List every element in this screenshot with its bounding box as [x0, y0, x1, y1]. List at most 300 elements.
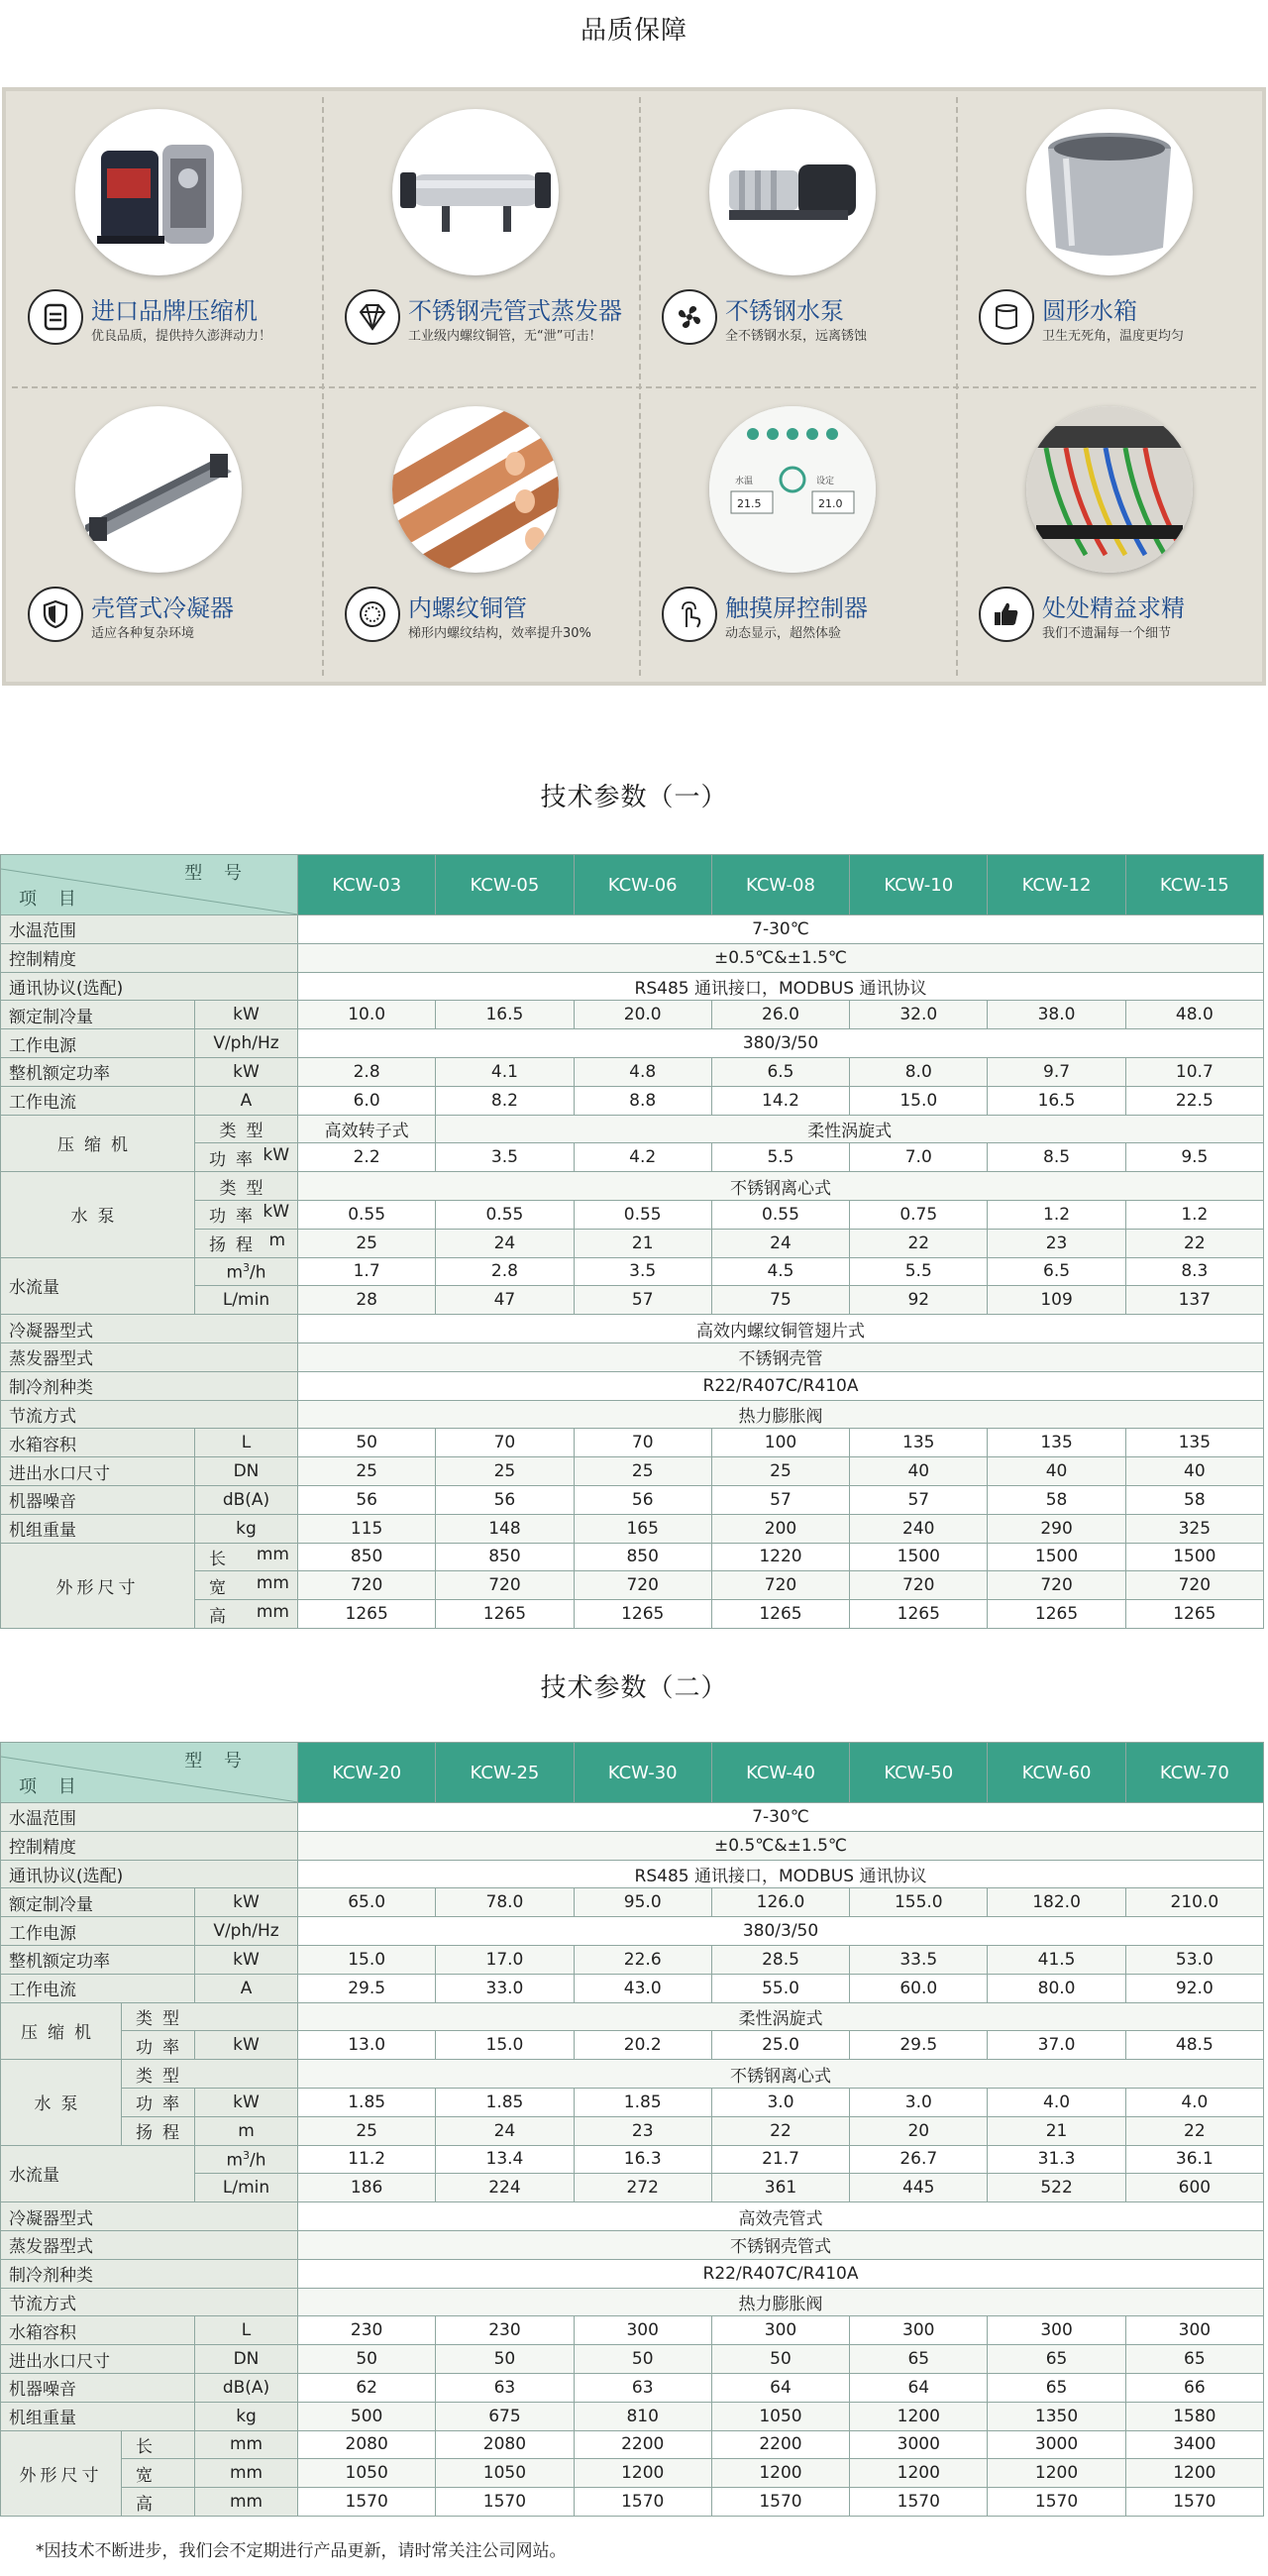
table-cell: 62 — [298, 2373, 436, 2402]
row-width — [1, 2459, 1264, 2488]
table-cell: 290 — [988, 1514, 1125, 1543]
row-weight — [1, 2402, 1264, 2430]
sub-label-text: 功率 — [209, 1207, 263, 1228]
quality-item-desc: 优良品质，提供持久澎湃动力！ — [91, 329, 272, 344]
row-label: 进出水口尺寸 — [1, 1457, 195, 1486]
model-header: KCW-20 — [298, 1743, 436, 1803]
row-unit: mm — [195, 2430, 298, 2459]
model-header: KCW-15 — [1125, 855, 1263, 915]
spec-table-2-heading: 技术参数（二） — [540, 1673, 728, 1703]
table-cell: 1265 — [988, 1600, 1125, 1629]
row-unit: DN — [195, 2345, 298, 2374]
table-cell: 5.5 — [711, 1143, 849, 1172]
table-cell: 8.0 — [850, 1057, 988, 1086]
quality-item-tank — [957, 91, 1268, 386]
table-cell: 40 — [1125, 1457, 1263, 1486]
sub-label: 类型 — [195, 1172, 298, 1201]
row-pipe-size — [1, 1457, 1264, 1486]
table-cell: 1200 — [850, 2459, 988, 2488]
table-cell: 36.1 — [1125, 2145, 1263, 2174]
row-value: 380/3/50 — [298, 1917, 1264, 1946]
row-comm-protocol — [1, 1860, 1264, 1888]
row-label: 通讯协议(选配) — [1, 1860, 298, 1888]
group-label: 外形尺寸 — [1, 1543, 195, 1628]
quality-heading: 品质保障 — [580, 16, 687, 46]
table-cell: 高效转子式 — [298, 1115, 436, 1143]
row-refrigerant — [1, 2259, 1264, 2288]
table-cell: 1.2 — [1125, 1200, 1263, 1229]
table-cell: 41.5 — [988, 1945, 1125, 1974]
unit-text: /h — [250, 1262, 266, 1283]
quality-item-desc: 工业级内螺纹铜管，无“泄”可击！ — [408, 329, 602, 344]
table-cell: 2080 — [436, 2430, 574, 2459]
diamond-icon — [345, 289, 400, 345]
table-cell: 10.0 — [298, 1001, 436, 1029]
table-cell: 58 — [1125, 1485, 1263, 1514]
row-label: 蒸发器型式 — [1, 1342, 298, 1371]
row-current — [1, 1974, 1264, 2002]
row-unit: A — [195, 1086, 298, 1115]
quality-item-title: 内螺纹铜管 — [408, 594, 527, 622]
row-flow-m3h — [1, 2145, 1264, 2174]
table-cell: 60.0 — [850, 1974, 988, 2002]
table-cell: 57 — [574, 1286, 711, 1315]
row-value: 柔性涡旋式 — [298, 2002, 1264, 2031]
table-cell: 4.5 — [711, 1257, 849, 1286]
table-cell: 6.5 — [988, 1257, 1125, 1286]
row-label: 整机额定功率 — [1, 1945, 195, 1974]
row-value: 不锈钢离心式 — [298, 1172, 1264, 1201]
table-cell: 1050 — [711, 2402, 849, 2430]
table-cell: 3000 — [988, 2430, 1125, 2459]
model-header: KCW-50 — [850, 1743, 988, 1803]
table-cell: 2080 — [298, 2430, 436, 2459]
row-evaporator — [1, 1342, 1264, 1371]
row-label: 机器噪音 — [1, 2373, 195, 2402]
table-cell: 850 — [574, 1543, 711, 1571]
table-cell: 1570 — [850, 2488, 988, 2517]
row-control-precision — [1, 1831, 1264, 1860]
row-value: 高效内螺纹铜管翅片式 — [298, 1315, 1264, 1343]
table-cell: 1.2 — [988, 1200, 1125, 1229]
row-compressor-power — [1, 2031, 1264, 2060]
row-noise — [1, 2373, 1264, 2402]
table-cell: 57 — [850, 1485, 988, 1514]
row-cooling-capacity — [1, 1001, 1264, 1029]
table-cell: 155.0 — [850, 1888, 988, 1917]
group-label: 水泵 — [1, 2060, 122, 2145]
table-cell: 50 — [711, 2345, 849, 2374]
table-cell: 22 — [711, 2116, 849, 2145]
sub-label: 功率 — [122, 2031, 195, 2060]
corner-model-label: 型 号 — [184, 1751, 251, 1771]
table-cell: 25 — [436, 1457, 574, 1486]
table-cell: 0.55 — [298, 1200, 436, 1229]
row-weight — [1, 1514, 1264, 1543]
table-cell: 3.0 — [711, 2088, 849, 2116]
row-unit: m — [195, 2116, 298, 2145]
quality-item-evaporator — [323, 91, 638, 386]
row-unit — [195, 1257, 298, 1286]
controller-right-value: 21.0 — [818, 497, 843, 510]
table-cell: 7.0 — [850, 1143, 988, 1172]
table-cell: 137 — [1125, 1286, 1263, 1315]
table-cell: 9.5 — [1125, 1143, 1263, 1172]
quality-item-desc: 动态显示，超然体验 — [725, 626, 842, 641]
table-cell: 5.5 — [850, 1257, 988, 1286]
table-cell: 64 — [711, 2373, 849, 2402]
tank-photo — [1026, 109, 1193, 275]
row-unit: L — [195, 1429, 298, 1457]
sub-label — [195, 1543, 298, 1571]
row-label: 工作电流 — [1, 1086, 195, 1115]
table-cell: 148 — [436, 1514, 574, 1543]
table-cell: 92.0 — [1125, 1974, 1263, 2002]
row-unit: m — [268, 1231, 285, 1251]
row-label: 控制精度 — [1, 1831, 298, 1860]
table-cell: 48.5 — [1125, 2031, 1263, 2060]
table-cell: 720 — [988, 1571, 1125, 1600]
row-label: 额定制冷量 — [1, 1888, 195, 1917]
row-value: 不锈钢离心式 — [298, 2060, 1264, 2089]
table-cell: 182.0 — [988, 1888, 1125, 1917]
table-cell: 1570 — [1125, 2488, 1263, 2517]
table-cell: 70 — [574, 1429, 711, 1457]
tank-icon — [979, 289, 1034, 345]
unit-text: m — [226, 2150, 244, 2171]
table-cell: 200 — [711, 1514, 849, 1543]
table-cell: 65 — [988, 2345, 1125, 2374]
table-cell: 48.0 — [1125, 1001, 1263, 1029]
table-cell: 28.5 — [711, 1945, 849, 1974]
table-cell: 24 — [436, 2116, 574, 2145]
table-cell: 1570 — [298, 2488, 436, 2517]
row-condenser — [1, 2202, 1264, 2231]
table-cell: 240 — [850, 1514, 988, 1543]
table-cell: 22 — [850, 1229, 988, 1257]
table-cell: 230 — [298, 2316, 436, 2345]
table-cell: 1.85 — [436, 2088, 574, 2116]
row-value: RS485 通讯接口，MODBUS 通讯协议 — [298, 972, 1264, 1001]
table-cell: 0.75 — [850, 1200, 988, 1229]
table-cell: 0.55 — [711, 1200, 849, 1229]
table-cell: 1050 — [298, 2459, 436, 2488]
table-cell: 17.0 — [436, 1945, 574, 1974]
table-cell: 1050 — [436, 2459, 574, 2488]
quality-panel — [2, 87, 1266, 686]
table-cell: 56 — [298, 1485, 436, 1514]
table-cell: 2200 — [574, 2430, 711, 2459]
row-unit: DN — [195, 1457, 298, 1486]
table-cell: 57 — [711, 1485, 849, 1514]
table-cell: 24 — [711, 1229, 849, 1257]
row-unit: kW — [195, 2031, 298, 2060]
table-cell: 325 — [1125, 1514, 1263, 1543]
quality-item-copper-tube — [323, 388, 638, 684]
controller-left-label: 水温 — [735, 477, 754, 486]
table-cell: 43.0 — [574, 1974, 711, 2002]
row-value: ±0.5℃&±1.5℃ — [298, 943, 1264, 972]
row-unit: mm — [256, 1572, 289, 1593]
group-label: 压缩机 — [1, 1115, 195, 1172]
row-label: 额定制冷量 — [1, 1001, 195, 1029]
spec-table-1 — [0, 854, 1264, 1629]
table-cell: 165 — [574, 1514, 711, 1543]
table-cell: 16.3 — [574, 2145, 711, 2174]
row-value: 热力膨胀阀 — [298, 2288, 1264, 2316]
table-cell: 20 — [850, 2116, 988, 2145]
table-cell: 9.7 — [988, 1057, 1125, 1086]
row-pump-type — [1, 2060, 1264, 2089]
row-unit: kW — [195, 1057, 298, 1086]
table-cell: 3.5 — [574, 1257, 711, 1286]
row-label: 冷凝器型式 — [1, 1315, 298, 1343]
table-cell: 21 — [988, 2116, 1125, 2145]
row-value: R22/R407C/R410A — [298, 1371, 1264, 1400]
row-label: 节流方式 — [1, 2288, 298, 2316]
row-label: 制冷剂种类 — [1, 2259, 298, 2288]
table-cell: 1200 — [1125, 2459, 1263, 2488]
row-refrigerant — [1, 1371, 1264, 1400]
row-unit: kg — [195, 2402, 298, 2430]
row-unit: kW — [195, 1945, 298, 1974]
copper-tube-photo — [392, 406, 559, 573]
row-unit: kW — [263, 1144, 289, 1165]
row-power-supply — [1, 1917, 1264, 1946]
quality-grid — [6, 91, 1262, 682]
table-cell: 65.0 — [298, 1888, 436, 1917]
table-cell: 29.5 — [298, 1974, 436, 2002]
sub-label — [195, 1600, 298, 1629]
row-unit: L — [195, 2316, 298, 2345]
row-unit: kW — [263, 1202, 289, 1223]
table-cell: 1500 — [988, 1543, 1125, 1571]
table-cell: 22 — [1125, 1229, 1263, 1257]
table-cell: 92 — [850, 1286, 988, 1315]
sub-label: 类型 — [122, 2060, 298, 2089]
unit-superscript: 3 — [243, 1260, 251, 1274]
compressor-icon — [28, 289, 83, 345]
row-unit: kW — [195, 1888, 298, 1917]
table-cell: 115 — [298, 1514, 436, 1543]
sub-label — [195, 1143, 298, 1172]
row-unit: V/ph/Hz — [195, 1917, 298, 1946]
row-water-temp-range — [1, 1803, 1264, 1832]
row-label: 工作电流 — [1, 1974, 195, 2002]
sub-label-text: 宽 — [209, 1577, 236, 1598]
table-cell: 8.2 — [436, 1086, 574, 1115]
row-length — [1, 2430, 1264, 2459]
row-value: 380/3/50 — [298, 1029, 1264, 1058]
table-cell: 15.0 — [850, 1086, 988, 1115]
condenser-photo — [75, 406, 242, 573]
row-unit: L/min — [195, 1286, 298, 1315]
table-cell: 850 — [298, 1543, 436, 1571]
table-cell: 1200 — [711, 2459, 849, 2488]
table-cell: 1570 — [711, 2488, 849, 2517]
quality-item-desc: 梯形内螺纹结构，效率提升30% — [408, 626, 591, 641]
row-condenser — [1, 1315, 1264, 1343]
table-cell: 720 — [711, 1571, 849, 1600]
row-value: 热力膨胀阀 — [298, 1400, 1264, 1429]
table-cell: 65 — [850, 2345, 988, 2374]
table-cell: 2.8 — [298, 1057, 436, 1086]
row-label: 水流量 — [1, 1257, 195, 1315]
row-label: 水流量 — [1, 2145, 195, 2202]
row-value: 不锈钢壳管 — [298, 1342, 1264, 1371]
table-cell: 1350 — [988, 2402, 1125, 2430]
spec-table-2 — [0, 1742, 1264, 2517]
row-value: 高效壳管式 — [298, 2202, 1264, 2231]
table-cell: 63 — [436, 2373, 574, 2402]
table-cell: 13.0 — [298, 2031, 436, 2060]
model-header: KCW-40 — [711, 1743, 849, 1803]
table-cell: 6.0 — [298, 1086, 436, 1115]
table-cell: 1265 — [711, 1600, 849, 1629]
table-cell: 1.7 — [298, 1257, 436, 1286]
table-cell: 78.0 — [436, 1888, 574, 1917]
table-cell: 230 — [436, 2316, 574, 2345]
quality-item-pump — [640, 91, 955, 386]
quality-item-title: 处处精益求精 — [1042, 594, 1185, 622]
table-cell: 56 — [436, 1485, 574, 1514]
row-tank-volume — [1, 1429, 1264, 1457]
row-tank-volume — [1, 2316, 1264, 2345]
table-cell: 1500 — [850, 1543, 988, 1571]
table-cell: 20.2 — [574, 2031, 711, 2060]
table-cell: 1200 — [574, 2459, 711, 2488]
table-cell: 135 — [988, 1429, 1125, 1457]
table-cell: 675 — [436, 2402, 574, 2430]
table-cell: 445 — [850, 2174, 988, 2202]
quality-item-title: 触摸屏控制器 — [725, 594, 868, 622]
row-unit: kW — [195, 2088, 298, 2116]
table-cell: 38.0 — [988, 1001, 1125, 1029]
quality-item-title: 不锈钢水泵 — [725, 297, 844, 325]
table-cell: 58 — [988, 1485, 1125, 1514]
table-cell: 22 — [1125, 2116, 1263, 2145]
row-label: 水箱容积 — [1, 2316, 195, 2345]
table-cell: 300 — [850, 2316, 988, 2345]
row-throttle — [1, 2288, 1264, 2316]
fan-icon — [662, 289, 717, 345]
evaporator-photo — [392, 109, 559, 275]
row-noise — [1, 1485, 1264, 1514]
table-cell: 720 — [1125, 1571, 1263, 1600]
table-cell: 95.0 — [574, 1888, 711, 1917]
quality-item-desc: 全不锈钢水泵，远离锈蚀 — [725, 329, 868, 344]
sub-label: 功率 — [122, 2088, 195, 2116]
compressor-photo — [75, 109, 242, 275]
table-cell: 26.7 — [850, 2145, 988, 2174]
controller-photo — [709, 406, 876, 573]
row-pipe-size — [1, 2345, 1264, 2374]
table-cell: 6.5 — [711, 1057, 849, 1086]
table-cell: 3400 — [1125, 2430, 1263, 2459]
table-cell: 4.1 — [436, 1057, 574, 1086]
quality-item-craftsmanship — [957, 388, 1268, 684]
sub-label-text: 扬程 — [209, 1235, 263, 1256]
table-cell: 31.3 — [988, 2145, 1125, 2174]
group-label: 外形尺寸 — [1, 2430, 122, 2516]
table-cell: 300 — [988, 2316, 1125, 2345]
table-cell: 1265 — [574, 1600, 711, 1629]
table-cell: 63 — [574, 2373, 711, 2402]
table-cell: 300 — [574, 2316, 711, 2345]
row-pump-type — [1, 1172, 1264, 1201]
model-header: KCW-60 — [988, 1743, 1125, 1803]
table-cell: 135 — [850, 1429, 988, 1457]
touch-icon — [662, 587, 717, 642]
sub-label — [195, 1229, 298, 1257]
table-cell: 14.2 — [711, 1086, 849, 1115]
table-cell: 1220 — [711, 1543, 849, 1571]
table-cell: 16.5 — [988, 1086, 1125, 1115]
controller-left-value: 21.5 — [737, 497, 762, 510]
table-cell: 1580 — [1125, 2402, 1263, 2430]
row-unit: V/ph/Hz — [195, 1029, 298, 1058]
row-label: 水箱容积 — [1, 1429, 195, 1457]
table-cell: 2.2 — [298, 1143, 436, 1172]
table-cell: 0.55 — [574, 1200, 711, 1229]
sub-label-text: 功率 — [209, 1149, 263, 1170]
row-label: 通讯协议(选配) — [1, 972, 298, 1001]
row-compressor-type — [1, 1115, 1264, 1143]
table-cell: 850 — [436, 1543, 574, 1571]
sub-label — [195, 1200, 298, 1229]
row-rated-power — [1, 1945, 1264, 1974]
row-value: 柔性涡旋式 — [436, 1115, 1264, 1143]
row-unit: A — [195, 1974, 298, 2002]
table-cell: 11.2 — [298, 2145, 436, 2174]
table-cell: 20.0 — [574, 1001, 711, 1029]
model-header: KCW-10 — [850, 855, 988, 915]
table-cell: 2.8 — [436, 1257, 574, 1286]
table-cell: 8.8 — [574, 1086, 711, 1115]
table-cell: 33.5 — [850, 1945, 988, 1974]
table-cell: 272 — [574, 2174, 711, 2202]
table-cell: 16.5 — [436, 1001, 574, 1029]
row-label: 机组重量 — [1, 2402, 195, 2430]
sub-label: 扬程 — [122, 2116, 195, 2145]
table-cell: 4.2 — [574, 1143, 711, 1172]
thumbs-up-icon — [979, 587, 1034, 642]
table-cell: 1570 — [436, 2488, 574, 2517]
table-cell: 109 — [988, 1286, 1125, 1315]
table-cell: 66 — [1125, 2373, 1263, 2402]
table-cell: 50 — [574, 2345, 711, 2374]
table-cell: 23 — [988, 1229, 1125, 1257]
table-cell: 1500 — [1125, 1543, 1263, 1571]
row-unit: mm — [195, 2488, 298, 2517]
row-flow-m3h — [1, 1257, 1264, 1286]
table-cell: 33.0 — [436, 1974, 574, 2002]
table-cell: 26.0 — [711, 1001, 849, 1029]
table-cell: 80.0 — [988, 1974, 1125, 2002]
table-cell: 65 — [1125, 2345, 1263, 2374]
table-cell: 21 — [574, 1229, 711, 1257]
row-value: ±0.5℃&±1.5℃ — [298, 1831, 1264, 1860]
table-cell: 361 — [711, 2174, 849, 2202]
sub-label-text: 高 — [209, 1606, 236, 1627]
row-comm-protocol — [1, 972, 1264, 1001]
row-label: 冷凝器型式 — [1, 2202, 298, 2231]
table-cell: 25 — [298, 2116, 436, 2145]
table-header-row — [1, 1743, 1264, 1803]
table-cell: 24 — [436, 1229, 574, 1257]
table-cell: 22.5 — [1125, 1086, 1263, 1115]
table-cell: 70 — [436, 1429, 574, 1457]
